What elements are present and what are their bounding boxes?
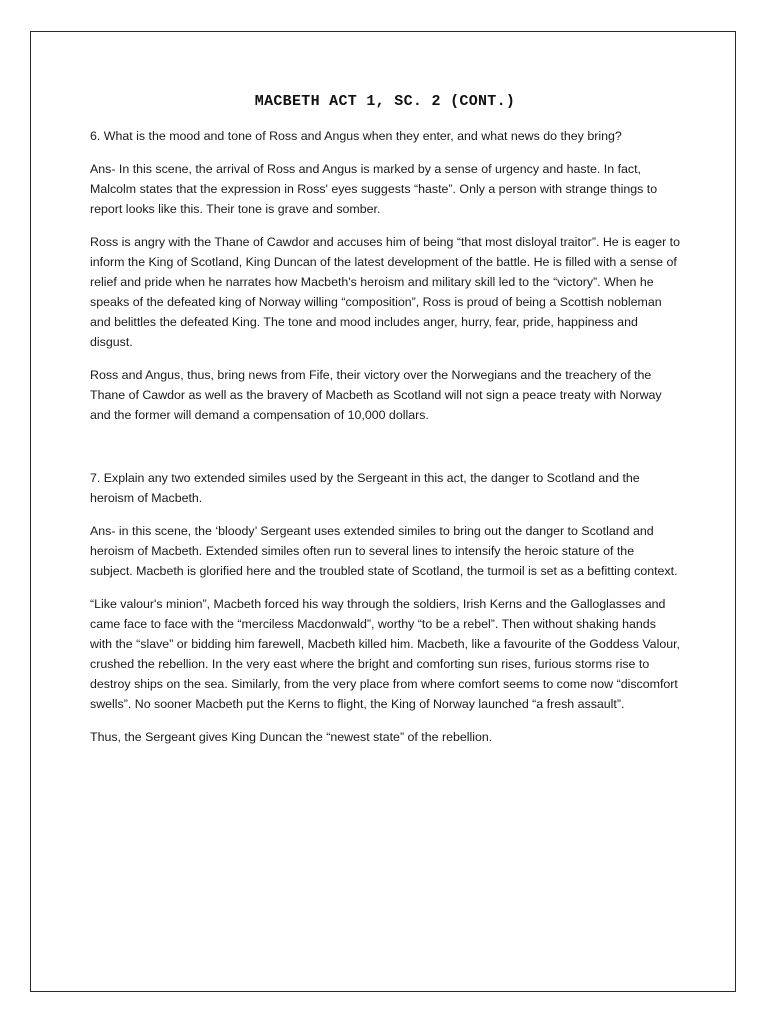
- answer-6-paragraph-3: Ross and Angus, thus, bring news from Fife, their victory over the Norwegians and the treachery of the Thane of Cawdor as well as the bravery of Macbeth as Scotland will not sign a peace treaty with Norway and the former will demand a compensation of 10,000 dollars.: [90, 368, 662, 422]
- question-7: 7. Explain any two extended similes used by the Sergeant in this act, the danger to Scotland and the heroism of Macbeth.: [90, 471, 640, 505]
- answer-7-paragraph-2: “Like valour's minion”, Macbeth forced his way through the soldiers, Irish Kerns and the Galloglasses and came face to face with the “merciless Macdonwald”, worthy “to be a rebel”. Then without shaking hands with the “slave” or bidding him farewell, Macbeth killed him. Macbeth, like a favourite of the Goddess Valour, crushed the rebellion. In the very east where the bright and comforting sun rises, furious storms rise to destroy ships on the sea. Similarly, from the very place from where comfort seems to come now “discomfort swells”. No sooner Macbeth put the Kerns to flight, the King of Norway launched “a fresh assault”.: [90, 597, 680, 711]
- document-body: [90, 92, 680, 760]
- section-spacer: [90, 438, 680, 468]
- answer-7-paragraph-3: Thus, the Sergeant gives King Duncan the “newest state” of the rebellion.: [90, 730, 493, 744]
- document-title: MACBETH ACT 1, SC. 2 (CONT.): [254, 93, 516, 110]
- answer-6-paragraph-2: Ross is angry with the Thane of Cawdor and accuses him of being “that most disloyal traitor”. He is eager to inform the King of Scotland, King Duncan of the latest development of the battle. He is filled with a sense of relief and pride when he narrates how Macbeth's heroism and military skill led to the “victory”. When he speaks of the defeated king of Norway willing “composition”, Ross is proud of being a Scottish nobleman and belittles the defeated King. The tone and mood includes anger, hurry, fear, pride, happiness and disgust.: [90, 235, 680, 349]
- question-6: 6. What is the mood and tone of Ross and Angus when they enter, and what news do they bring?: [90, 129, 622, 143]
- answer-7-paragraph-1: Ans- in this scene, the ‘bloody’ Sergeant uses extended similes to bring out the danger to Scotland and heroism of Macbeth. Extended similes often run to several lines to intensify the heroic stature of the subject. Macbeth is glorified here and the troubled state of Scotland, the turmoil is set as a befitting context.: [90, 524, 678, 578]
- answer-6-paragraph-1: Ans- In this scene, the arrival of Ross and Angus is marked by a sense of urgency and haste. In fact, Malcolm states that the expression in Ross' eyes suggests “haste”. Only a person with strange things to report looks like this. Their tone is grave and somber.: [90, 162, 658, 216]
